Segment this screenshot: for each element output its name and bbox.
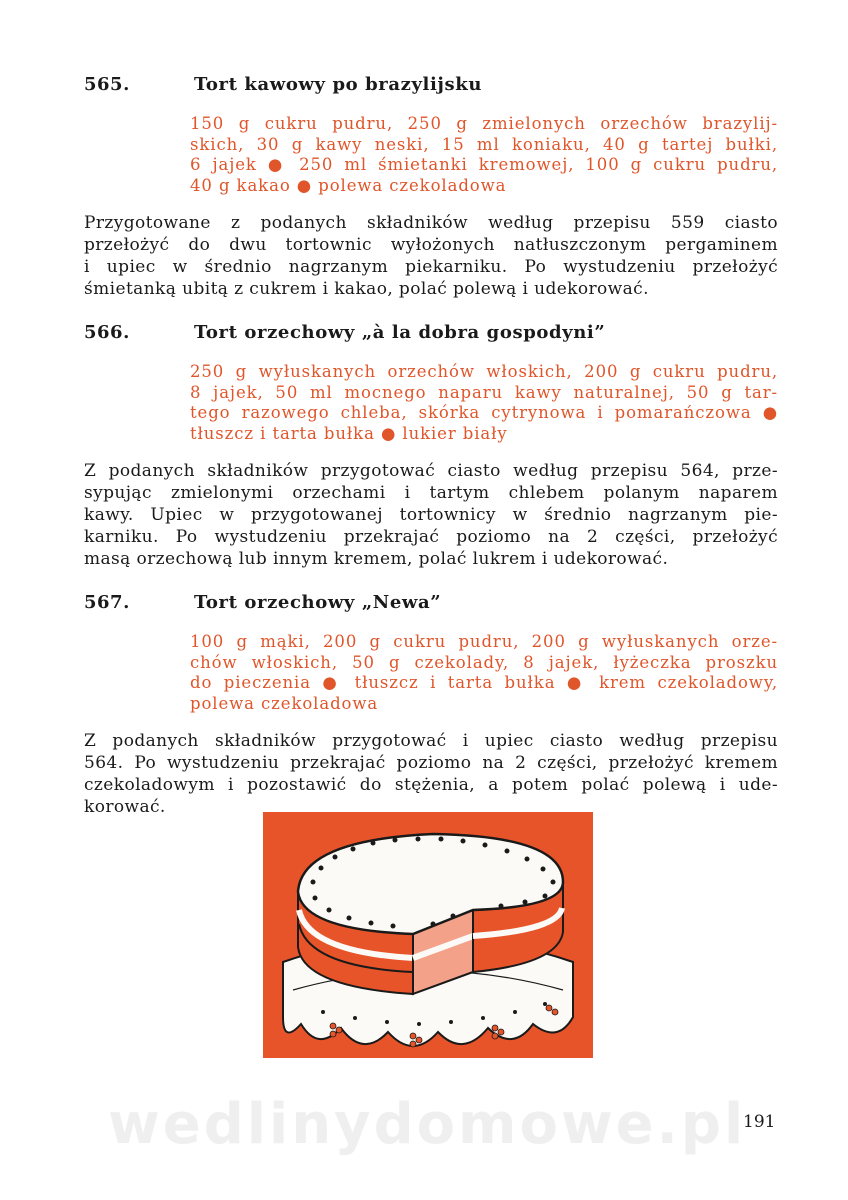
ingredient-line: tłuszcz i tarta bułka ● lukier biały	[190, 423, 508, 443]
ingredient-line: 6 jajek ● 250 ml śmietanki kremowej, 100 g cukru pudru,	[190, 155, 778, 174]
instruction-line: czekoladowym i pozostawić do stężenia, a potem polać polewą i ude-	[84, 775, 778, 795]
instruction-line: śmietanką ubitą z cukrem i kakao, polać polewą i udekorować.	[84, 279, 649, 299]
recipe-header	[84, 74, 778, 104]
ingredients	[190, 114, 778, 196]
ingredient-line: 40 g kakao ● polewa czekoladowa	[190, 175, 507, 195]
instruction-line: 564. Po wystudzeniu przekrajać poziomo na 2 części, przełożyć kremem	[84, 753, 778, 773]
instructions	[84, 460, 778, 570]
ingredient-line: polewa czekoladowa	[190, 693, 379, 713]
ingredient-line: 250 g wyłuskanych orzechów włoskich, 200 g cukru pudru,	[190, 362, 778, 381]
recipe-title: Tort orzechowy „Newa”	[194, 592, 442, 613]
instruction-line: przełożyć do dwu tortownic wyłożonych natłuszczonym pergaminem	[84, 235, 778, 255]
cake-illustration	[263, 812, 593, 1072]
ingredients	[190, 362, 778, 444]
recipe-title: Tort kawowy po brazylijsku	[194, 74, 483, 95]
ingredient-line: 100 g mąki, 200 g cukru pudru, 200 g wyłuskanych orze-	[190, 632, 778, 651]
instructions	[84, 730, 778, 818]
recipe-title: Tort orzechowy „à la dobra gospodyni”	[194, 322, 606, 343]
instruction-line: Z podanych składników przygotować i upiec ciasto według przepisu	[84, 731, 778, 751]
recipe-566	[84, 322, 778, 570]
ingredient-line: skich, 30 g kawy neski, 15 ml koniaku, 40 g tartej bułki,	[190, 134, 778, 154]
recipe-number: 565.	[84, 74, 130, 95]
instructions	[84, 212, 778, 300]
ingredients	[190, 632, 778, 714]
instruction-line: i upiec w średnio nagrzanym piekarniku. Po wystudzeniu przełożyć	[84, 257, 778, 277]
ingredient-line: 8 jajek, 50 ml mocnego naparu kawy naturalnej, 50 g tar-	[190, 382, 778, 402]
instruction-line: masą orzechową lub innym kremem, polać lukrem i udekorować.	[84, 549, 669, 569]
page-number: 191	[743, 1112, 776, 1132]
instruction-line: karniku. Po wystudzeniu przekrajać poziomo na 2 części, przełożyć	[84, 527, 778, 547]
instruction-line: korować.	[84, 797, 166, 817]
recipe-header	[84, 592, 778, 622]
recipe-567	[84, 592, 778, 818]
recipe-number: 566.	[84, 322, 130, 343]
ingredient-line: do pieczenia ● tłuszcz i tarta bułka ● krem czekoladowy,	[190, 673, 778, 692]
ingredient-line: 150 g cukru pudru, 250 g zmielonych orzechów brazylij-	[190, 114, 778, 133]
instruction-line: kawy. Upiec w przygotowanej tortownicy w średnio nagrzanym pie-	[84, 505, 778, 525]
instruction-line: Z podanych składników przygotować ciasto według przepisu 564, prze-	[84, 461, 778, 481]
ingredient-line: chów włoskich, 50 g czekolady, 8 jajek, łyżeczka proszku	[190, 652, 778, 672]
instruction-line: sypując zmielonymi orzechami i tartym chlebem polanym naparem	[84, 483, 778, 503]
recipe-number: 567.	[84, 592, 130, 613]
recipe-header	[84, 322, 778, 352]
watermark: wedlinydomowe.pl	[108, 1092, 747, 1157]
ingredient-line: tego razowego chleba, skórka cytrynowa i pomarańczowa ●	[190, 403, 778, 422]
recipe-565	[84, 74, 778, 300]
instruction-line: Przygotowane z podanych składników według przepisu 559 ciasto	[84, 213, 778, 233]
